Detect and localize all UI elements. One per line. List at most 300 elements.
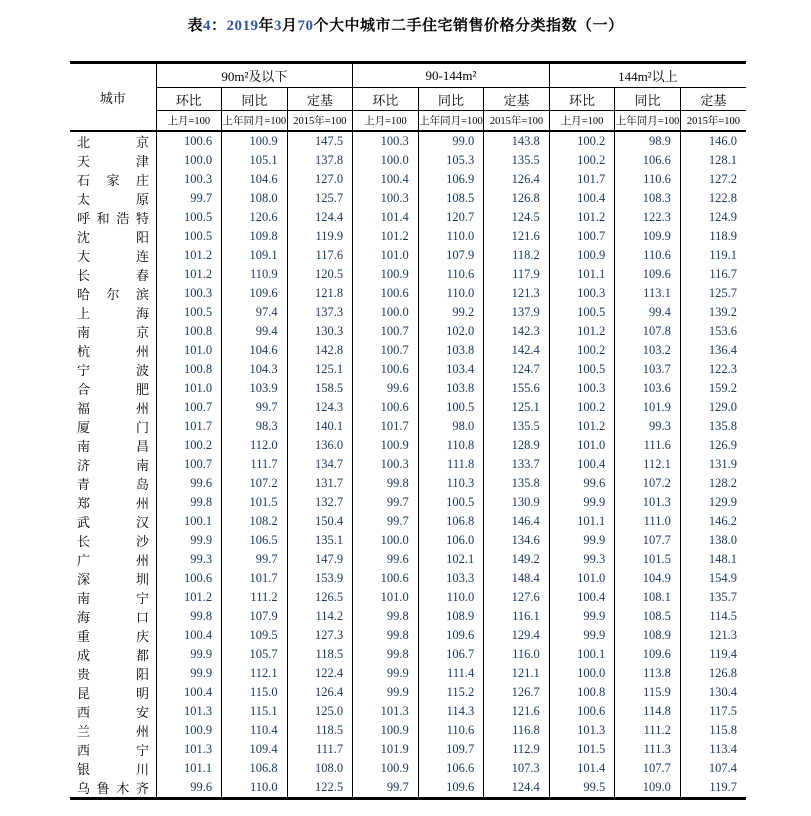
value-cell: 101.2 [183, 248, 213, 262]
value-cell: 120.7 [418, 208, 484, 227]
value-cell: 121.6 [484, 227, 550, 246]
value-cell: 100.7 [183, 400, 213, 414]
value-cell: 110.8 [418, 436, 484, 455]
value-cell: 101.5 [549, 740, 615, 759]
value-cell: 153.6 [680, 322, 746, 341]
value-cell: 153.9 [287, 569, 353, 588]
value-cell: 99.2 [418, 303, 484, 322]
value-cell: 110.6 [418, 265, 484, 284]
price-index-table [70, 61, 746, 800]
city-cell [70, 227, 156, 246]
table-row [70, 626, 746, 645]
city-cell [70, 778, 156, 799]
value-cell: 101.0 [549, 569, 615, 588]
value-cell: 99.8 [353, 474, 419, 493]
value-cell: 147.5 [287, 131, 353, 151]
base-header: 上年同月=100 [222, 111, 288, 132]
table-row [70, 512, 746, 531]
value-cell: 103.3 [418, 569, 484, 588]
value-cell: 101.5 [615, 550, 681, 569]
value-cell: 126.8 [484, 189, 550, 208]
city-name: 呼和浩特 [77, 211, 149, 226]
value-cell: 100.7 [353, 322, 419, 341]
value-cell: 106.0 [418, 531, 484, 550]
value-cell: 99.6 [353, 379, 419, 398]
value-cell: 101.4 [549, 759, 615, 778]
city-cell [70, 303, 156, 322]
value-cell: 142.4 [484, 341, 550, 360]
value-cell: 105.3 [418, 151, 484, 170]
value-cell: 100.9 [353, 265, 419, 284]
value-cell: 101.3 [615, 493, 681, 512]
city-cell [70, 436, 156, 455]
value-cell: 112.0 [222, 436, 288, 455]
table-row [70, 131, 746, 151]
table-row [70, 455, 746, 474]
value-cell: 116.7 [680, 265, 746, 284]
value-cell: 109.6 [222, 284, 288, 303]
value-cell: 101.0 [353, 246, 419, 265]
table-row [70, 303, 746, 322]
metric-header: 同比 [222, 88, 288, 111]
value-cell: 110.6 [615, 246, 681, 265]
value-cell: 111.7 [222, 455, 288, 474]
city-name: 武汉 [77, 515, 149, 530]
value-cell: 100.8 [183, 324, 213, 338]
value-cell: 100.1 [549, 645, 615, 664]
value-cell: 136.4 [680, 341, 746, 360]
city-cell [70, 702, 156, 721]
value-cell: 103.9 [222, 379, 288, 398]
value-cell: 100.5 [549, 360, 615, 379]
value-cell: 142.3 [484, 322, 550, 341]
value-cell: 101.2 [549, 322, 615, 341]
value-cell: 115.1 [222, 702, 288, 721]
value-cell: 143.8 [484, 131, 550, 151]
metric-header: 定基 [287, 88, 353, 111]
value-cell: 149.2 [484, 550, 550, 569]
base-header: 上月=100 [353, 111, 419, 132]
city-cell [70, 360, 156, 379]
value-cell: 99.8 [190, 495, 213, 509]
city-name: 杭州 [77, 344, 149, 359]
city-cell [70, 531, 156, 550]
value-cell: 110.6 [418, 721, 484, 740]
table-row [70, 569, 746, 588]
value-cell: 125.1 [484, 398, 550, 417]
value-cell: 99.8 [353, 645, 419, 664]
value-cell: 101.1 [549, 265, 615, 284]
value-cell: 101.0 [549, 436, 615, 455]
value-cell: 102.0 [418, 322, 484, 341]
value-cell: 128.9 [484, 436, 550, 455]
value-cell: 100.5 [183, 229, 213, 243]
value-cell: 100.1 [183, 514, 213, 528]
value-cell: 100.9 [353, 436, 419, 455]
value-cell: 99.7 [222, 550, 288, 569]
value-cell: 101.7 [353, 417, 419, 436]
value-cell: 124.7 [484, 360, 550, 379]
city-name: 大连 [77, 249, 149, 264]
city-cell [70, 398, 156, 417]
table-row [70, 683, 746, 702]
table-header [70, 63, 746, 132]
value-cell: 100.3 [549, 284, 615, 303]
value-cell: 108.3 [615, 189, 681, 208]
table-row [70, 170, 746, 189]
value-cell: 100.4 [549, 455, 615, 474]
value-cell: 109.9 [615, 227, 681, 246]
title-segment: ： [210, 18, 227, 34]
value-cell: 101.1 [183, 761, 213, 775]
value-cell: 109.7 [418, 740, 484, 759]
value-cell: 118.5 [287, 645, 353, 664]
value-cell: 100.0 [353, 531, 419, 550]
value-cell: 99.8 [353, 607, 419, 626]
table-row [70, 417, 746, 436]
value-cell: 101.0 [183, 343, 213, 357]
value-cell: 99.3 [549, 550, 615, 569]
city-name: 银川 [77, 762, 149, 777]
table-row [70, 550, 746, 569]
city-cell [70, 721, 156, 740]
value-cell: 124.4 [484, 778, 550, 799]
value-cell: 124.4 [287, 208, 353, 227]
city-name: 西安 [77, 705, 149, 720]
value-cell: 100.8 [183, 362, 213, 376]
base-header: 2015年=100 [484, 111, 550, 132]
value-cell: 109.6 [615, 645, 681, 664]
value-cell: 110.3 [418, 474, 484, 493]
title-segment: 月 [282, 18, 298, 34]
value-cell: 146.4 [484, 512, 550, 531]
value-cell: 111.7 [287, 740, 353, 759]
value-cell: 127.6 [484, 588, 550, 607]
value-cell: 120.6 [222, 208, 288, 227]
city-cell [70, 645, 156, 664]
value-cell: 111.8 [418, 455, 484, 474]
city-cell [70, 246, 156, 265]
value-cell: 117.6 [287, 246, 353, 265]
value-cell: 112.1 [615, 455, 681, 474]
group-header: 90-144m² [353, 63, 550, 88]
value-cell: 107.7 [615, 759, 681, 778]
value-cell: 103.6 [615, 379, 681, 398]
city-name: 乌鲁木齐 [77, 781, 149, 796]
value-cell: 101.9 [615, 398, 681, 417]
value-cell: 126.7 [484, 683, 550, 702]
value-cell: 135.8 [680, 417, 746, 436]
value-cell: 100.2 [549, 151, 615, 170]
city-name: 福州 [77, 401, 149, 416]
page-title [0, 14, 811, 35]
value-cell: 113.4 [680, 740, 746, 759]
value-cell: 139.2 [680, 303, 746, 322]
value-cell: 100.5 [183, 305, 213, 319]
city-name: 太原 [77, 192, 149, 207]
value-cell: 127.3 [287, 626, 353, 645]
title-segment: 表 [187, 18, 203, 34]
table-row [70, 740, 746, 759]
city-cell [70, 417, 156, 436]
title-segment: 4 [202, 18, 211, 34]
value-cell: 99.6 [190, 476, 213, 490]
value-cell: 126.9 [680, 436, 746, 455]
city-cell [70, 740, 156, 759]
value-cell: 99.8 [353, 626, 419, 645]
value-cell: 101.2 [183, 267, 213, 281]
city-cell [70, 284, 156, 303]
value-cell: 107.9 [222, 607, 288, 626]
value-cell: 142.8 [287, 341, 353, 360]
value-cell: 122.3 [680, 360, 746, 379]
value-cell: 116.0 [484, 645, 550, 664]
table-body [70, 131, 746, 799]
value-cell: 101.0 [183, 381, 213, 395]
city-cell [70, 512, 156, 531]
city-name: 南京 [77, 325, 149, 340]
table-row [70, 607, 746, 626]
city-name: 上海 [77, 306, 149, 321]
value-cell: 110.9 [222, 265, 288, 284]
value-cell: 100.3 [353, 455, 419, 474]
table-row [70, 778, 746, 799]
city-cell [70, 170, 156, 189]
value-cell: 126.4 [484, 170, 550, 189]
value-cell: 117.5 [680, 702, 746, 721]
value-cell: 99.7 [353, 778, 419, 799]
value-cell: 100.2 [549, 398, 615, 417]
title-segment: 3 [274, 18, 282, 34]
value-cell: 101.7 [183, 419, 213, 433]
value-cell: 103.7 [615, 360, 681, 379]
value-cell: 101.5 [222, 493, 288, 512]
value-cell: 122.3 [615, 208, 681, 227]
value-cell: 135.7 [680, 588, 746, 607]
table-row [70, 246, 746, 265]
value-cell: 125.0 [287, 702, 353, 721]
value-cell: 137.9 [484, 303, 550, 322]
value-cell: 100.3 [183, 172, 213, 186]
value-cell: 109.5 [222, 626, 288, 645]
table-row [70, 284, 746, 303]
table-row [70, 664, 746, 683]
value-cell: 111.2 [615, 721, 681, 740]
city-name: 成都 [77, 648, 149, 663]
city-cell [70, 626, 156, 645]
table-row [70, 398, 746, 417]
value-cell: 124.9 [680, 208, 746, 227]
value-cell: 100.6 [353, 284, 419, 303]
value-cell: 113.1 [615, 284, 681, 303]
value-cell: 122.5 [287, 778, 353, 799]
city-name: 海口 [77, 610, 149, 625]
value-cell: 99.0 [418, 131, 484, 151]
value-cell: 135.5 [484, 151, 550, 170]
value-cell: 124.3 [287, 398, 353, 417]
value-cell: 100.9 [549, 246, 615, 265]
value-cell: 118.9 [680, 227, 746, 246]
value-cell: 116.8 [484, 721, 550, 740]
value-cell: 134.6 [484, 531, 550, 550]
value-cell: 115.2 [418, 683, 484, 702]
value-cell: 101.3 [549, 721, 615, 740]
city-name: 长沙 [77, 534, 149, 549]
header-base-row [70, 111, 746, 132]
table-row [70, 721, 746, 740]
table-row [70, 265, 746, 284]
value-cell: 118.2 [484, 246, 550, 265]
value-cell: 100.6 [353, 360, 419, 379]
city-name: 济南 [77, 458, 149, 473]
value-cell: 107.4 [680, 759, 746, 778]
base-header: 上月=100 [167, 116, 211, 127]
city-name: 贵阳 [77, 667, 149, 682]
value-cell: 99.6 [549, 474, 615, 493]
base-header: 上年同月=100 [418, 111, 484, 132]
header-metric-row [70, 88, 746, 111]
value-cell: 100.9 [353, 759, 419, 778]
value-cell: 99.9 [353, 683, 419, 702]
value-cell: 100.2 [549, 131, 615, 151]
value-cell: 115.0 [222, 683, 288, 702]
metric-header: 定基 [680, 88, 746, 111]
value-cell: 108.1 [615, 588, 681, 607]
value-cell: 125.7 [680, 284, 746, 303]
value-cell: 101.2 [183, 590, 213, 604]
value-cell: 111.0 [615, 512, 681, 531]
value-cell: 111.3 [615, 740, 681, 759]
value-cell: 126.4 [287, 683, 353, 702]
value-cell: 122.8 [680, 189, 746, 208]
city-cell [70, 322, 156, 341]
value-cell: 100.7 [549, 227, 615, 246]
value-cell: 109.6 [418, 778, 484, 799]
value-cell: 137.3 [287, 303, 353, 322]
value-cell: 100.2 [549, 341, 615, 360]
value-cell: 99.3 [190, 552, 213, 566]
value-cell: 103.4 [418, 360, 484, 379]
value-cell: 99.7 [353, 512, 419, 531]
value-cell: 100.9 [222, 131, 288, 151]
value-cell: 109.6 [418, 626, 484, 645]
value-cell: 105.1 [222, 151, 288, 170]
value-cell: 121.1 [484, 664, 550, 683]
value-cell: 106.6 [615, 151, 681, 170]
value-cell: 135.5 [484, 417, 550, 436]
value-cell: 121.8 [287, 284, 353, 303]
value-cell: 108.9 [615, 626, 681, 645]
value-cell: 99.6 [353, 550, 419, 569]
value-cell: 109.6 [615, 265, 681, 284]
city-name: 广州 [77, 553, 149, 568]
value-cell: 100.4 [353, 170, 419, 189]
value-cell: 128.1 [680, 151, 746, 170]
value-cell: 99.7 [353, 493, 419, 512]
value-cell: 101.2 [353, 227, 419, 246]
value-cell: 101.3 [183, 742, 213, 756]
value-cell: 103.8 [418, 379, 484, 398]
table-row [70, 645, 746, 664]
value-cell: 99.3 [615, 417, 681, 436]
city-name: 兰州 [77, 724, 149, 739]
base-header: 上年同月=100 [615, 111, 681, 132]
value-cell: 138.0 [680, 531, 746, 550]
value-cell: 112.9 [484, 740, 550, 759]
value-cell: 111.2 [222, 588, 288, 607]
value-cell: 129.9 [680, 493, 746, 512]
city-cell [70, 131, 156, 151]
value-cell: 106.5 [222, 531, 288, 550]
city-name: 合肥 [77, 382, 149, 397]
value-cell: 103.2 [615, 341, 681, 360]
title-segment: 70 [297, 18, 314, 34]
city-name: 昆明 [77, 686, 149, 701]
value-cell: 131.9 [680, 455, 746, 474]
value-cell: 121.3 [484, 284, 550, 303]
value-cell: 110.0 [418, 588, 484, 607]
value-cell: 130.3 [287, 322, 353, 341]
value-cell: 121.3 [680, 626, 746, 645]
value-cell: 100.8 [549, 683, 615, 702]
value-cell: 111.4 [418, 664, 484, 683]
value-cell: 104.6 [222, 341, 288, 360]
value-cell: 119.1 [680, 246, 746, 265]
value-cell: 100.7 [353, 341, 419, 360]
value-cell: 104.9 [615, 569, 681, 588]
value-cell: 125.7 [287, 189, 353, 208]
table-row [70, 493, 746, 512]
value-cell: 101.7 [549, 170, 615, 189]
city-cell [70, 189, 156, 208]
value-cell: 109.1 [222, 246, 288, 265]
value-cell: 140.1 [287, 417, 353, 436]
value-cell: 100.4 [549, 189, 615, 208]
table-row [70, 227, 746, 246]
value-cell: 100.6 [183, 134, 213, 148]
city-cell [70, 151, 156, 170]
value-cell: 100.3 [549, 379, 615, 398]
value-cell: 130.4 [680, 683, 746, 702]
value-cell: 133.7 [484, 455, 550, 474]
city-cell [70, 493, 156, 512]
group-header: 90m²及以下 [156, 63, 353, 88]
value-cell: 101.9 [353, 740, 419, 759]
city-cell [70, 455, 156, 474]
value-cell: 101.2 [549, 417, 615, 436]
city-name: 南昌 [77, 439, 149, 454]
value-cell: 132.7 [287, 493, 353, 512]
table-row [70, 702, 746, 721]
value-cell: 100.6 [183, 571, 213, 585]
value-cell: 129.0 [680, 398, 746, 417]
value-cell: 116.1 [484, 607, 550, 626]
value-cell: 120.5 [287, 265, 353, 284]
value-cell: 155.6 [484, 379, 550, 398]
value-cell: 129.4 [484, 626, 550, 645]
value-cell: 125.1 [287, 360, 353, 379]
value-cell: 99.9 [549, 493, 615, 512]
value-cell: 104.6 [222, 170, 288, 189]
value-cell: 100.6 [353, 398, 419, 417]
value-cell: 100.5 [549, 303, 615, 322]
city-name: 石家庄 [77, 173, 149, 188]
value-cell: 154.9 [680, 569, 746, 588]
value-cell: 100.3 [183, 286, 213, 300]
metric-header: 同比 [615, 88, 681, 111]
table-row [70, 474, 746, 493]
value-cell: 100.9 [353, 721, 419, 740]
